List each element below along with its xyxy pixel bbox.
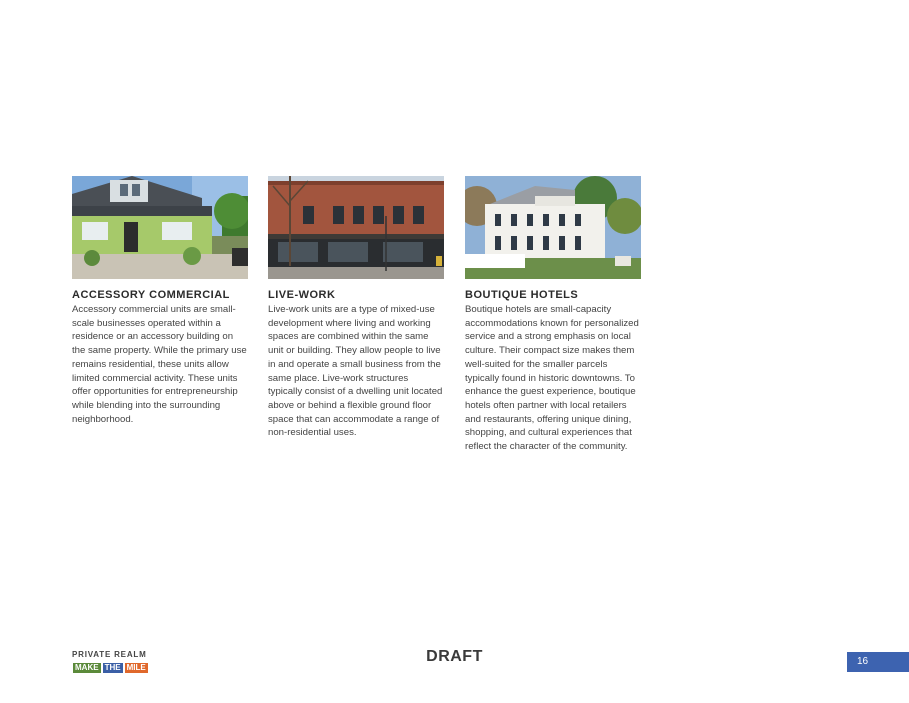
- logo-word-3: MILE: [124, 662, 149, 674]
- card-body: Boutique hotels are small-capacity accommodations known for personalized service and a strong emphasis on local culture. Their compact size makes them well-suited for the smaller parcels typically found in historic downtowns. To enhance the guest experience, boutique hotels often partner with local retailers and restaurants, offering unique dining, shopping, and cultural experiences that reflect the character of the community.: [465, 304, 639, 453]
- logo-word-1: MAKE: [72, 662, 102, 674]
- card-body: Live-work units are a type of mixed-use development where living and working spaces are combined within the same unit or building. They allow people to live in and operate a small business from the same place. Live-work structures typically consist of a dwelling unit located above or behind a flexible ground floor space that can accommodate a range of non-residential uses.: [268, 304, 443, 439]
- card-heading: LIVE-WORK: [268, 289, 336, 301]
- photo-boutique-hotels: [465, 176, 641, 279]
- logo-word-2: THE: [102, 662, 124, 674]
- section-label: PRIVATE REALM: [72, 650, 147, 659]
- draft-watermark: DRAFT: [426, 648, 483, 665]
- card-body: Accessory commercial units are small-scale businesses operated within a residence or an accessory building on the same property. While the primary use remains residential, these units allow limited commercial activity. These units offer opportunities for entrepreneurship while blending into the surrounding neighborhood.: [72, 304, 247, 425]
- card-accessory-commercial: [72, 176, 248, 426]
- page-number: 16: [847, 652, 909, 672]
- card-live-work: [268, 176, 444, 440]
- photo-live-work: [268, 176, 444, 279]
- card-heading: ACCESSORY COMMERCIAL: [72, 289, 230, 301]
- photo-accessory-commercial: [72, 176, 248, 279]
- card-boutique-hotels: [465, 176, 641, 454]
- card-heading: BOUTIQUE HOTELS: [465, 289, 579, 301]
